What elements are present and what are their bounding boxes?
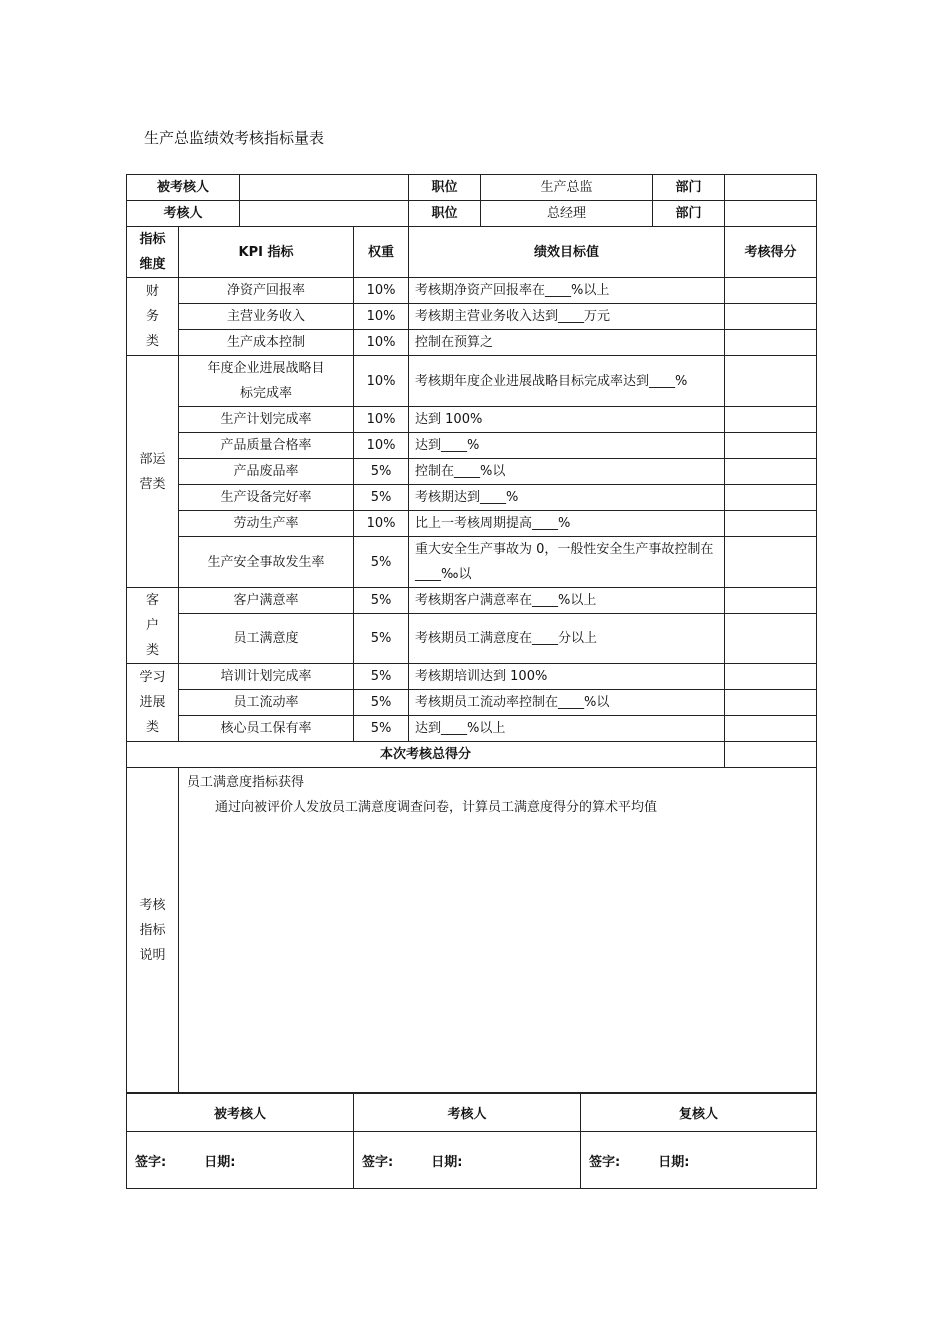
kpi-target: 考核期净资产回报率在____%以上	[409, 278, 725, 304]
table-row	[127, 690, 817, 716]
kpi-name: 主营业务收入	[179, 304, 354, 330]
kpi-name: 产品废品率	[179, 459, 354, 485]
kpi-weight: 5%	[354, 588, 409, 614]
assessee-position-label: 职位	[409, 175, 481, 201]
kpi-target: 考核期培训达到 100%	[409, 664, 725, 690]
kpi-score-cell[interactable]	[725, 511, 817, 537]
total-score-row	[127, 742, 817, 768]
col-dimension: 指标维度	[127, 227, 179, 278]
kpi-name: 净资产回报率	[179, 278, 354, 304]
kpi-weight: 5%	[354, 664, 409, 690]
table-row	[127, 588, 817, 614]
sign-label: 签字:	[362, 1154, 394, 1170]
table-row	[127, 716, 817, 742]
assessee-label: 被考核人	[127, 175, 240, 201]
kpi-target: 控制在____%以	[409, 459, 725, 485]
group-customer: 客户类	[127, 588, 179, 664]
kpi-score-cell[interactable]	[725, 278, 817, 304]
header-row-assessor	[127, 201, 817, 227]
header-row-assessee	[127, 175, 817, 201]
group-operations: 部运营类	[127, 356, 179, 588]
kpi-target: 考核期员工满意度在____分以上	[409, 614, 725, 664]
signature-role-reviewer: 复核人	[581, 1094, 817, 1132]
signature-role-assessee: 被考核人	[127, 1094, 354, 1132]
kpi-score-cell[interactable]	[725, 537, 817, 588]
kpi-target: 达到____%	[409, 433, 725, 459]
notes-line-2: 通过向被评价人发放员工满意度调查问卷，计算员工满意度得分的算术平均值	[215, 800, 658, 815]
kpi-score-cell[interactable]	[725, 304, 817, 330]
kpi-weight: 10%	[354, 433, 409, 459]
table-row	[127, 330, 817, 356]
notes-label: 考核指标说明	[127, 768, 179, 1093]
table-row	[127, 304, 817, 330]
notes-line-1: 员工满意度指标获得	[187, 775, 305, 790]
group-learning: 学习进展类	[127, 664, 179, 742]
table-row	[127, 459, 817, 485]
kpi-target: 考核期达到____%	[409, 485, 725, 511]
kpi-weight: 10%	[354, 278, 409, 304]
signature-field-assessee[interactable]	[127, 1132, 354, 1189]
kpi-name: 生产安全事故发生率	[179, 537, 354, 588]
kpi-name: 客户满意率	[179, 588, 354, 614]
kpi-weight: 10%	[354, 356, 409, 407]
signature-field-reviewer[interactable]	[581, 1132, 817, 1189]
kpi-score-cell[interactable]	[725, 356, 817, 407]
kpi-weight: 5%	[354, 485, 409, 511]
assessor-dept-value[interactable]	[725, 201, 817, 227]
kpi-target: 达到____%以上	[409, 716, 725, 742]
kpi-weight: 5%	[354, 690, 409, 716]
kpi-name: 产品质量合格率	[179, 433, 354, 459]
signature-field-assessor[interactable]	[354, 1132, 581, 1189]
signature-table	[126, 1093, 817, 1189]
signature-role-assessor: 考核人	[354, 1094, 581, 1132]
notes-row	[127, 768, 817, 1093]
kpi-weight: 10%	[354, 304, 409, 330]
kpi-name: 员工满意度	[179, 614, 354, 664]
assessor-label: 考核人	[127, 201, 240, 227]
kpi-target: 考核期主营业务收入达到____万元	[409, 304, 725, 330]
kpi-score-cell[interactable]	[725, 614, 817, 664]
kpi-score-cell[interactable]	[725, 716, 817, 742]
assessor-value[interactable]	[240, 201, 409, 227]
col-kpi: KPI 指标	[179, 227, 354, 278]
assessee-dept-value[interactable]	[725, 175, 817, 201]
col-target: 绩效目标值	[409, 227, 725, 278]
kpi-score-cell[interactable]	[725, 407, 817, 433]
total-score-label: 本次考核总得分	[127, 742, 725, 768]
kpi-weight: 10%	[354, 330, 409, 356]
col-weight: 权重	[354, 227, 409, 278]
date-label: 日期:	[204, 1154, 236, 1170]
sign-label: 签字:	[589, 1154, 621, 1170]
kpi-name: 员工流动率	[179, 690, 354, 716]
kpi-name: 生产设备完好率	[179, 485, 354, 511]
table-row	[127, 511, 817, 537]
kpi-name: 年度企业进展战略目标完成率	[179, 356, 354, 407]
document-title: 生产总监绩效考核指标量表	[144, 129, 325, 147]
assessee-position-value: 生产总监	[481, 175, 653, 201]
kpi-weight: 10%	[354, 511, 409, 537]
date-label: 日期:	[658, 1154, 690, 1170]
assessor-position-label: 职位	[409, 201, 481, 227]
table-row	[127, 278, 817, 304]
kpi-name: 培训计划完成率	[179, 664, 354, 690]
table-row	[127, 537, 817, 588]
kpi-target: 考核期员工流动率控制在____%以	[409, 690, 725, 716]
signature-field-row	[127, 1132, 817, 1189]
assessor-dept-label: 部门	[653, 201, 725, 227]
kpi-target: 达到 100%	[409, 407, 725, 433]
kpi-target: 比上一考核周期提高____%	[409, 511, 725, 537]
kpi-weight: 5%	[354, 716, 409, 742]
kpi-target: 考核期客户满意率在____%以上	[409, 588, 725, 614]
date-label: 日期:	[431, 1154, 463, 1170]
kpi-weight: 5%	[354, 537, 409, 588]
kpi-name: 核心员工保有率	[179, 716, 354, 742]
kpi-target: 考核期年度企业进展战略目标完成率达到____%	[409, 356, 725, 407]
table-row	[127, 664, 817, 690]
kpi-weight: 10%	[354, 407, 409, 433]
kpi-score-cell[interactable]	[725, 664, 817, 690]
assessee-dept-label: 部门	[653, 175, 725, 201]
assessor-position-value: 总经理	[481, 201, 653, 227]
kpi-table	[126, 174, 817, 1093]
table-row	[127, 614, 817, 664]
group-finance: 财务类	[127, 278, 179, 356]
table-row	[127, 433, 817, 459]
col-score: 考核得分	[725, 227, 817, 278]
kpi-weight: 5%	[354, 614, 409, 664]
kpi-weight: 5%	[354, 459, 409, 485]
table-row	[127, 356, 817, 407]
kpi-score-cell[interactable]	[725, 588, 817, 614]
kpi-target: 重大安全生产事故为 0，一般性安全生产事故控制在____‰以	[409, 537, 725, 588]
kpi-score-cell[interactable]	[725, 459, 817, 485]
sign-label: 签字:	[135, 1154, 167, 1170]
notes-content	[179, 768, 817, 1093]
kpi-name: 生产计划完成率	[179, 407, 354, 433]
column-header-row	[127, 227, 817, 278]
kpi-score-cell[interactable]	[725, 485, 817, 511]
kpi-name: 生产成本控制	[179, 330, 354, 356]
table-row	[127, 485, 817, 511]
kpi-score-cell[interactable]	[725, 330, 817, 356]
kpi-score-cell[interactable]	[725, 690, 817, 716]
kpi-score-cell[interactable]	[725, 433, 817, 459]
signature-role-row	[127, 1094, 817, 1132]
total-score-cell[interactable]	[725, 742, 817, 768]
kpi-name: 劳动生产率	[179, 511, 354, 537]
kpi-target: 控制在预算之	[409, 330, 725, 356]
assessee-value[interactable]	[240, 175, 409, 201]
table-row	[127, 407, 817, 433]
